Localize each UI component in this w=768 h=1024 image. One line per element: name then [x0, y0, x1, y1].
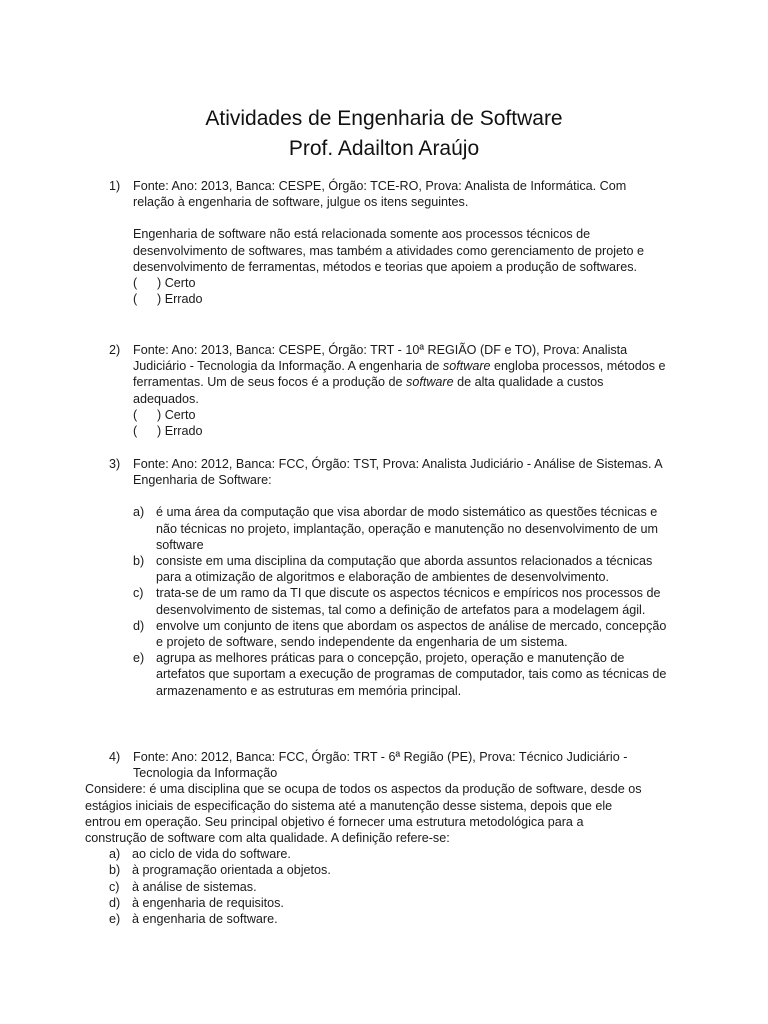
alternatives-list [109, 846, 669, 927]
question-header: Fonte: Ano: 2013, Banca: CESPE, Órgão: TCE-RO, Prova: Analista de Informática. Com relação à engenharia de software, julgue os itens seguintes. [133, 179, 627, 210]
question-4 [85, 749, 669, 927]
question-header: Fonte: Ano: 2012, Banca: FCC, Órgão: TST, Prova: Analista Judiciário - Análise de Sistemas. A Engenharia de Software: [133, 457, 662, 488]
alternative-e: e) à engenharia de software. [109, 912, 278, 927]
alternative-b: b) consiste em uma disciplina da computação que aborda assuntos relacionados a técnicas para a otimização de algoritmos e elaboração de ambientes de desenvolvimento. [133, 554, 653, 585]
question-header: Fonte: Ano: 2012, Banca: FCC, Órgão: TRT - 6ª Região (PE), Prova: Técnico Judiciário - Tecnologia da Informação [133, 750, 628, 781]
alternative-c: c) trata-se de um ramo da TI que discute os aspectos técnicos e empíricos nos processos de desenvolvimento de sistemas, tal como a definição de artefatos para a modelagem ágil. [133, 586, 661, 617]
document-author: Prof. Adailton Araújo [288, 137, 480, 160]
alternative-a: a) ao ciclo de vida do software. [109, 847, 291, 862]
option-certo: ( ) Certo [133, 276, 196, 291]
alternatives-list [133, 504, 669, 698]
question-number: 1) [109, 179, 121, 193]
alternative-e: e) agrupa as melhores práticas para o concepção, projeto, operação e manutenção de artefatos que suportam a execução de programas de computador, tais como as técnicas de armazenamento e as estruturas em memória principal. [133, 651, 667, 698]
question-number: 2) [109, 343, 121, 357]
alternative-a: a) é uma área da computação que visa abordar de modo sistemático as questões técnicas e não técnicas no projeto, implantação, operação e manutenção no desenvolvimento de um software [133, 505, 658, 552]
alternative-d: d) envolve um conjunto de itens que abordam os aspectos de análise de mercado, concepção e projeto de software, sendo independente da engenharia de um sistema. [133, 618, 667, 650]
question-header: Fonte: Ano: 2013, Banca: CESPE, Órgão: TRT - 10ª REGIÃO (DF e TO), Prova: Analista Judiciário - Tecnologia da Informação. A engenharia de software engloba processos, métodos e ferramentas. Um de seus focos é a produção de software de alta qualidade a custos adequados. [133, 343, 666, 406]
option-certo: ( ) Certo [133, 407, 196, 422]
alternative-d: d) à engenharia de requisitos. [109, 895, 284, 910]
alternative-b: b) à programação orientada a objetos. [109, 863, 331, 878]
question-statement: Considere: é uma disciplina que se ocupa de todos os aspectos da produção de software, desde os estágios iniciais de especificação do sistema até a manutenção desse sistema, depois que ele entrou em operação. Seu principal objetivo é fornecer uma estrutura metodológica para a construção de software com alta qualidade. A definição refere-se: [85, 782, 642, 846]
question-3 [109, 456, 669, 699]
alternative-c: c) à análise de sistemas. [109, 879, 257, 894]
question-2 [109, 342, 669, 439]
question-number: 3) [109, 457, 121, 471]
option-errado: ( ) Errado [133, 424, 203, 439]
option-errado: ( ) Errado [133, 292, 203, 307]
question-1 [109, 178, 669, 307]
question-statement: Engenharia de software não está relacionada somente aos processos técnicos de desenvolvimento de softwares, mas também a atividades como gerenciamento de projeto e desenvolvimento de ferramentas, métodos e teorias que apoiem a produção de softwares. [133, 227, 645, 274]
question-number: 4) [109, 750, 121, 764]
document-title: Atividades de Engenharia de Software [205, 107, 563, 130]
